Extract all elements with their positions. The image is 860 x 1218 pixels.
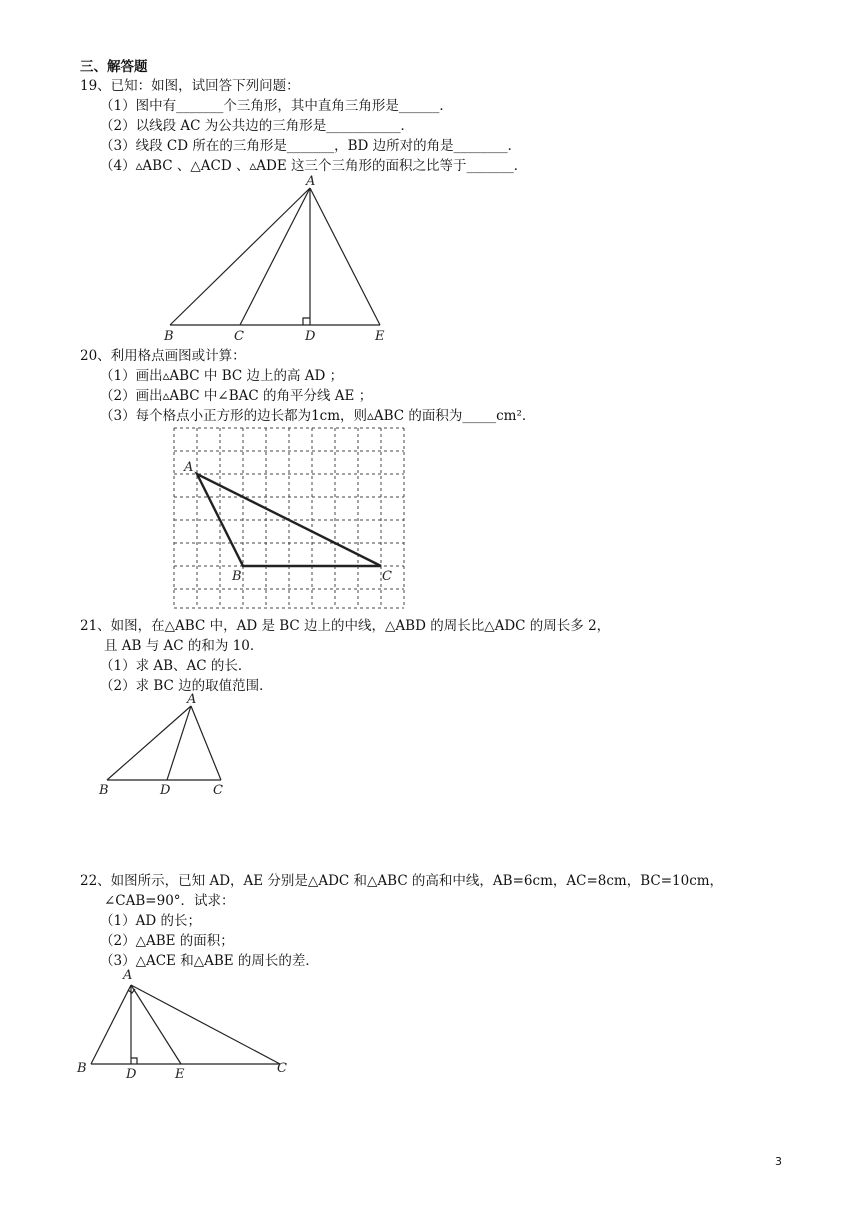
q20-figure (170, 425, 410, 615)
q21-label-d: D (160, 783, 171, 798)
q20-item-2: （2）画出▵ABC 中∠BAC 的角平分线 AE ； (100, 388, 373, 404)
q22-item-3: （3）△ACE 和△ABE 的周长的差． (100, 953, 319, 969)
q19-figure (150, 170, 400, 345)
q20-label-b: B (232, 569, 242, 584)
q21-figure (95, 690, 235, 800)
q22-item-2: （2）△ABE 的面积； (100, 933, 234, 949)
q21-item-2: （2）求 BC 边的取值范围． (100, 678, 273, 694)
q22-label-b: B (77, 1061, 87, 1076)
q20-stem: 20、利用格点画图或计算： (80, 348, 246, 364)
q19-label-d: D (305, 329, 316, 344)
q22-item-1: （1）AD 的长； (100, 913, 201, 929)
q21-item-1: （1）求 AB、AC 的长． (100, 658, 252, 674)
q19-item-1: （1）图中有_______个三角形，其中直角三角形是______． (100, 98, 453, 114)
q22-stem-cont: ∠CAB=90°．试求： (104, 893, 235, 909)
q22-label-a: A (123, 968, 133, 983)
q22-figure (75, 965, 300, 1080)
section-title: 三、解答题 (80, 59, 148, 75)
q20-label-c: C (382, 569, 392, 584)
q21-label-b: B (99, 783, 109, 798)
q20-item-1: （1）画出▵ABC 中 BC 边上的高 AD ； (100, 368, 344, 384)
q22-label-d: D (126, 1067, 137, 1080)
q20-item-3: （3）每个格点小正方形的边长都为1cm，则▵ABC 的面积为_____cm²． (100, 408, 536, 424)
q22-label-e: E (175, 1067, 185, 1080)
q20-label-a: A (184, 460, 194, 475)
page-number: 3 (775, 1155, 782, 1168)
q21-label-a: A (187, 692, 197, 707)
q19-item-4: （4）▵ABC 、△ACD 、▵ADE 这三个三角形的面积之比等于_______． (100, 158, 528, 174)
q19-item-2: （2）以线段 AC 为公共边的三角形是___________． (100, 118, 414, 134)
q19-item-3: （3）线段 CD 所在的三角形是_______，BD 边所对的角是________． (100, 138, 522, 154)
q19-label-b: B (164, 329, 174, 344)
q21-label-c: C (213, 783, 223, 798)
q19-label-a: A (306, 174, 316, 189)
q19-label-c: C (234, 329, 244, 344)
q19-label-e: E (375, 329, 385, 344)
q21-stem: 21、如图，在△ABC 中，AD 是 BC 边上的中线，△ABD 的周长比△ADC 的周长多 2， (80, 618, 611, 634)
q21-stem-cont: 且 AB 与 AC 的和为 10． (104, 638, 264, 654)
q22-label-c: C (277, 1061, 287, 1076)
q19-stem: 19、已知：如图，试回答下列问题： (80, 78, 300, 94)
q22-stem: 22、如图所示，已知 AD，AE 分别是△ADC 和△ABC 的高和中线，AB=6cm，AC=8cm，BC=10cm， (80, 873, 724, 889)
